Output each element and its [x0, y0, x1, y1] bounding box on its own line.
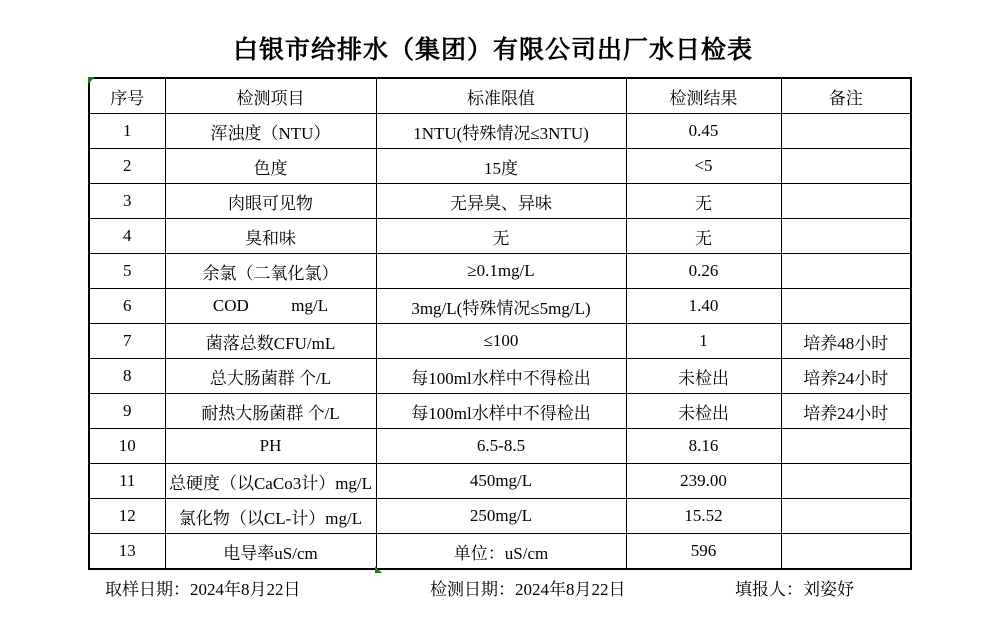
cell-test-item: 总硬度（以CaCo3计）mg/L — [165, 464, 376, 499]
reporter-label: 填报人：刘姿妤 — [735, 580, 854, 599]
cell-test-result: 1.40 — [626, 289, 781, 324]
cell-serial-number: 13 — [89, 534, 165, 570]
cell-remark — [781, 499, 911, 534]
table-row — [89, 464, 911, 499]
header-no: 序号 — [89, 78, 165, 114]
cell-serial-number: 1 — [89, 114, 165, 149]
table-row — [89, 394, 911, 429]
table-row — [89, 184, 911, 219]
cell-test-result: 无 — [626, 219, 781, 254]
header-result: 检测结果 — [626, 78, 781, 114]
cell-test-result: 1 — [626, 324, 781, 359]
cell-remark — [781, 149, 911, 184]
cell-standard-limit: 无 — [376, 219, 626, 254]
table-row — [89, 499, 911, 534]
cell-test-item: 菌落总数CFU/mL — [165, 324, 376, 359]
cell-test-result: 15.52 — [626, 499, 781, 534]
cell-remark — [781, 534, 911, 570]
cell-serial-number: 11 — [89, 464, 165, 499]
cell-test-item: 总大肠菌群 个/L — [165, 359, 376, 394]
page-title: 白银市给排水（集团）有限公司出厂水日检表 — [232, 37, 753, 64]
cell-remark: 培养48小时 — [781, 324, 911, 359]
cell-serial-number: 9 — [89, 394, 165, 429]
cell-standard-limit: ≥0.1mg/L — [376, 254, 626, 289]
cell-remark — [781, 464, 911, 499]
header-note: 备注 — [781, 78, 911, 114]
cell-remark: 培养24小时 — [781, 394, 911, 429]
cell-standard-limit: ≤100 — [376, 324, 626, 359]
header-limit: 标准限值 — [376, 78, 626, 114]
cell-serial-number: 12 — [89, 499, 165, 534]
cell-test-item: 臭和味 — [165, 219, 376, 254]
cell-serial-number: 10 — [89, 429, 165, 464]
cell-test-result: 0.45 — [626, 114, 781, 149]
cell-test-item: 氯化物（以CL-计）mg/L — [165, 499, 376, 534]
table-row — [89, 219, 911, 254]
table-row — [89, 254, 911, 289]
cell-serial-number: 7 — [89, 324, 165, 359]
cell-test-item: PH — [165, 429, 376, 464]
cell-standard-limit: 每100ml水样中不得检出 — [376, 394, 626, 429]
cell-test-result: 未检出 — [626, 359, 781, 394]
cell-test-item: 耐热大肠菌群 个/L — [165, 394, 376, 429]
table-row — [89, 324, 911, 359]
cell-remark — [781, 429, 911, 464]
cell-standard-limit: 250mg/L — [376, 499, 626, 534]
header-item: 检测项目 — [165, 78, 376, 114]
cell-serial-number: 8 — [89, 359, 165, 394]
test-date-label: 检测日期：2024年8月22日 — [430, 580, 626, 599]
cell-test-item: 电导率uS/cm — [165, 534, 376, 570]
cell-serial-number: 6 — [89, 289, 165, 324]
table-header — [89, 78, 911, 114]
cell-serial-number: 2 — [89, 149, 165, 184]
cell-remark: 培养24小时 — [781, 359, 911, 394]
cell-standard-limit: 450mg/L — [376, 464, 626, 499]
cell-remark — [781, 219, 911, 254]
cell-remark — [781, 114, 911, 149]
cell-standard-limit: 1NTU(特殊情况≤3NTU) — [376, 114, 626, 149]
cell-test-item: 余氯（二氧化氯） — [165, 254, 376, 289]
cell-remark — [781, 289, 911, 324]
cell-standard-limit: 6.5-8.5 — [376, 429, 626, 464]
table-row — [89, 114, 911, 149]
cell-standard-limit: 15度 — [376, 149, 626, 184]
cell-serial-number: 5 — [89, 254, 165, 289]
cell-test-result: 0.26 — [626, 254, 781, 289]
cell-test-result: 8.16 — [626, 429, 781, 464]
table-body — [89, 114, 911, 570]
table-row — [89, 359, 911, 394]
table-header-row — [89, 78, 911, 114]
cell-test-result: 无 — [626, 184, 781, 219]
cell-test-item: 浑浊度（NTU） — [165, 114, 376, 149]
cell-test-item: 肉眼可见物 — [165, 184, 376, 219]
cell-test-result: <5 — [626, 149, 781, 184]
cell-test-item: COD mg/L — [165, 289, 376, 324]
cell-serial-number: 4 — [89, 219, 165, 254]
cell-test-result: 596 — [626, 534, 781, 570]
cell-standard-limit: 无异臭、异味 — [376, 184, 626, 219]
cell-remark — [781, 254, 911, 289]
cell-test-result: 239.00 — [626, 464, 781, 499]
table-row — [89, 289, 911, 324]
table-row — [89, 429, 911, 464]
cell-serial-number: 3 — [89, 184, 165, 219]
cell-standard-limit: 单位：uS/cm — [376, 534, 626, 570]
cell-test-item: 色度 — [165, 149, 376, 184]
cell-standard-limit: 每100ml水样中不得检出 — [376, 359, 626, 394]
cell-remark — [781, 184, 911, 219]
table-row — [89, 149, 911, 184]
inspection-table — [88, 77, 912, 570]
cell-standard-limit: 3mg/L(特殊情况≤5mg/L) — [376, 289, 626, 324]
sample-date-label: 取样日期：2024年8月22日 — [105, 580, 301, 599]
cell-test-result: 未检出 — [626, 394, 781, 429]
table-row — [89, 534, 911, 570]
